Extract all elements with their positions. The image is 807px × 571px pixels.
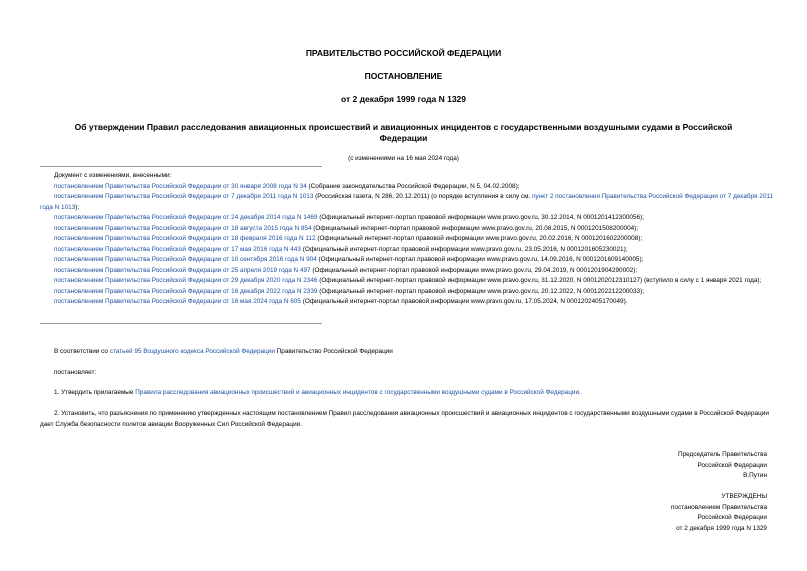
amendment-item: [40, 245, 775, 256]
approval-line-4: от 2 декабря 1999 года N 1329: [676, 524, 767, 532]
amendment-source: (Собрание законодательства Российской Федерации, N 5, 04.02.2008);: [306, 182, 520, 190]
amendment-item: [40, 234, 775, 245]
amendment-source: (Официальный интернет-портал правовой информации www.pravo.gov.ru, 17.05.2024, N 0001202405170049).: [300, 298, 628, 305]
amendment-link[interactable]: постановлением Правительства Российской Федерации от 18 августа 2015 года N 854: [54, 224, 312, 232]
preamble-text: В соответствии со: [54, 348, 110, 355]
amendment-source: (Официальный интернет-портал правовой информации www.pravo.gov.ru, 29.04.2019, N 0001201904290002);: [310, 266, 638, 274]
amendment-item: [40, 287, 775, 298]
amendment-link[interactable]: постановлением Правительства Российской Федерации от 30 января 2008 года N 34: [54, 182, 307, 190]
amendment-link[interactable]: постановлением Правительства Российской Федерации от 25 апреля 2019 года N 497: [54, 266, 311, 274]
item-1-text: 1. Утвердить прилагаемые: [54, 389, 136, 396]
edition-note: (с изменениями на 16 мая 2024 года): [348, 155, 459, 162]
approval-line-3: Российской Федерации: [697, 514, 767, 521]
amendment-source: (Российская газета, N 286, 20.12.2011) (о порядке вступления в силу см.: [313, 193, 533, 200]
amendment-item: [40, 297, 775, 308]
amendment-link[interactable]: постановлением Правительства Российской Федерации от 24 декабря 2014 года N 1469: [54, 214, 318, 221]
preamble-text-tail: Правительство Российской Федерации: [274, 348, 393, 355]
amendment-item: [40, 213, 775, 224]
air-code-article-link[interactable]: статьей 95 Воздушного кодекса Российской Федерации: [109, 348, 275, 355]
signature-name: В.Путин: [743, 472, 767, 479]
decrees-paragraph: [40, 367, 772, 378]
top-divider: [40, 166, 322, 167]
amendment-link[interactable]: постановлением Правительства Российской Федерации от 29 декабря 2020 года N 2346: [54, 277, 318, 284]
amendment-item: [40, 276, 775, 287]
amendments-list: [40, 171, 775, 308]
signature-organization: Российской Федерации: [697, 461, 767, 469]
amendment-item: [40, 224, 775, 235]
amendment-source: (Официальный интернет-портал правовой информации www.pravo.gov.ru, 20.12.2022, N 0001202212200033);: [317, 287, 645, 295]
amendment-link[interactable]: постановлением Правительства Российской Федерации от 16 мая 2024 года N 605: [54, 298, 301, 305]
amendment-source: (Официальный интернет-портал правовой информации www.pravo.gov.ru, 14.09.2016, N 0001201609140005);: [316, 256, 644, 263]
amendments-intro: Документ с изменениями, внесенными:: [54, 172, 172, 179]
amendment-source: (Официальный интернет-портал правовой информации www.pravo.gov.ru, 23.05.2016, N 0001201605230021);: [300, 245, 628, 253]
item-2-text: 2. Установить, что разъяснения по применению утвержденных настоящим постановлением Правил расследования авиационных происшествий и авиационных инцидентов с государственными воздушными судами в Российской Федерации дает Служба безопасности полетов авиации Вооруженных Сил Российской Федерации.: [40, 410, 769, 428]
amendment-source-tail: );: [75, 203, 80, 211]
document-title: Об утверждении Правил расследования авиационных происшествий и авиационных инцидентов с государственными воздушными судами в Российской Федерации: [74, 122, 733, 143]
amendment-source: (Официальный интернет-портал правовой информации www.pravo.gov.ru, 31.12.2020, N 0001202012310127) (вступило в силу с 1 января 2021 года);: [317, 277, 762, 284]
bottom-divider: [40, 323, 322, 324]
amendment-link[interactable]: постановлением Правительства Российской Федерации от 16 декабря 2022 года N 2339: [54, 287, 318, 295]
amendment-source: (Официальный интернет-портал правовой информации www.pravo.gov.ru, 20.08.2015, N 0001201508200004);: [311, 224, 639, 232]
preamble-paragraph: [40, 346, 772, 357]
item-2-paragraph: [40, 408, 772, 430]
amendment-item: [40, 255, 775, 266]
investigation-rules-link[interactable]: Правила расследования авиационных происшествий и авиационных инцидентов с государственными воздушными судами в Российской Федерации: [135, 389, 580, 396]
government-heading: ПРАВИТЕЛЬСТВО РОССИЙСКОЙ ФЕДЕРАЦИИ: [305, 48, 502, 58]
signature-position: Председатель Правительства: [678, 451, 767, 458]
approval-block: [467, 492, 767, 534]
amendment-link[interactable]: постановлением Правительства Российской Федерации от 7 декабря 2011 года N 1013: [54, 193, 314, 200]
amendment-item: [40, 192, 775, 213]
amendment-item: [40, 182, 775, 193]
amendment-link[interactable]: постановлением Правительства Российской Федерации от 17 мая 2016 года N 443: [54, 245, 301, 253]
amendment-source: (Официальный интернет-портал правовой информации www.pravo.gov.ru, 30.12.2014, N 0001201412300056);: [317, 214, 645, 221]
amendment-item: [40, 266, 775, 277]
item-1-paragraph: [40, 387, 772, 398]
signature-block: [467, 450, 767, 482]
amendment-entry-into-force-link[interactable]: пункт 2 постановления Правительства Российской Федерации от 7 декабря 2011 года N 1013: [40, 193, 774, 211]
document-date-number: от 2 декабря 1999 года N 1329: [340, 94, 467, 104]
decrees-text: постановляет:: [54, 369, 97, 376]
amendment-source: (Официальный интернет-портал правовой информации www.pravo.gov.ru, 20.02.2016, N 0001201602200008);: [315, 235, 643, 242]
approval-line-2: постановлением Правительства: [671, 503, 767, 511]
item-1-text-tail: .: [579, 389, 581, 396]
amendment-link[interactable]: постановлением Правительства Российской Федерации от 10 сентября 2016 года N 904: [54, 256, 317, 263]
document-type-heading: ПОСТАНОВЛЕНИЕ: [364, 71, 443, 81]
approval-heading: УТВЕРЖДЕНЫ: [721, 493, 767, 500]
amendment-link[interactable]: постановлением Правительства Российской Федерации от 18 февраля 2016 года N 112: [54, 235, 316, 242]
